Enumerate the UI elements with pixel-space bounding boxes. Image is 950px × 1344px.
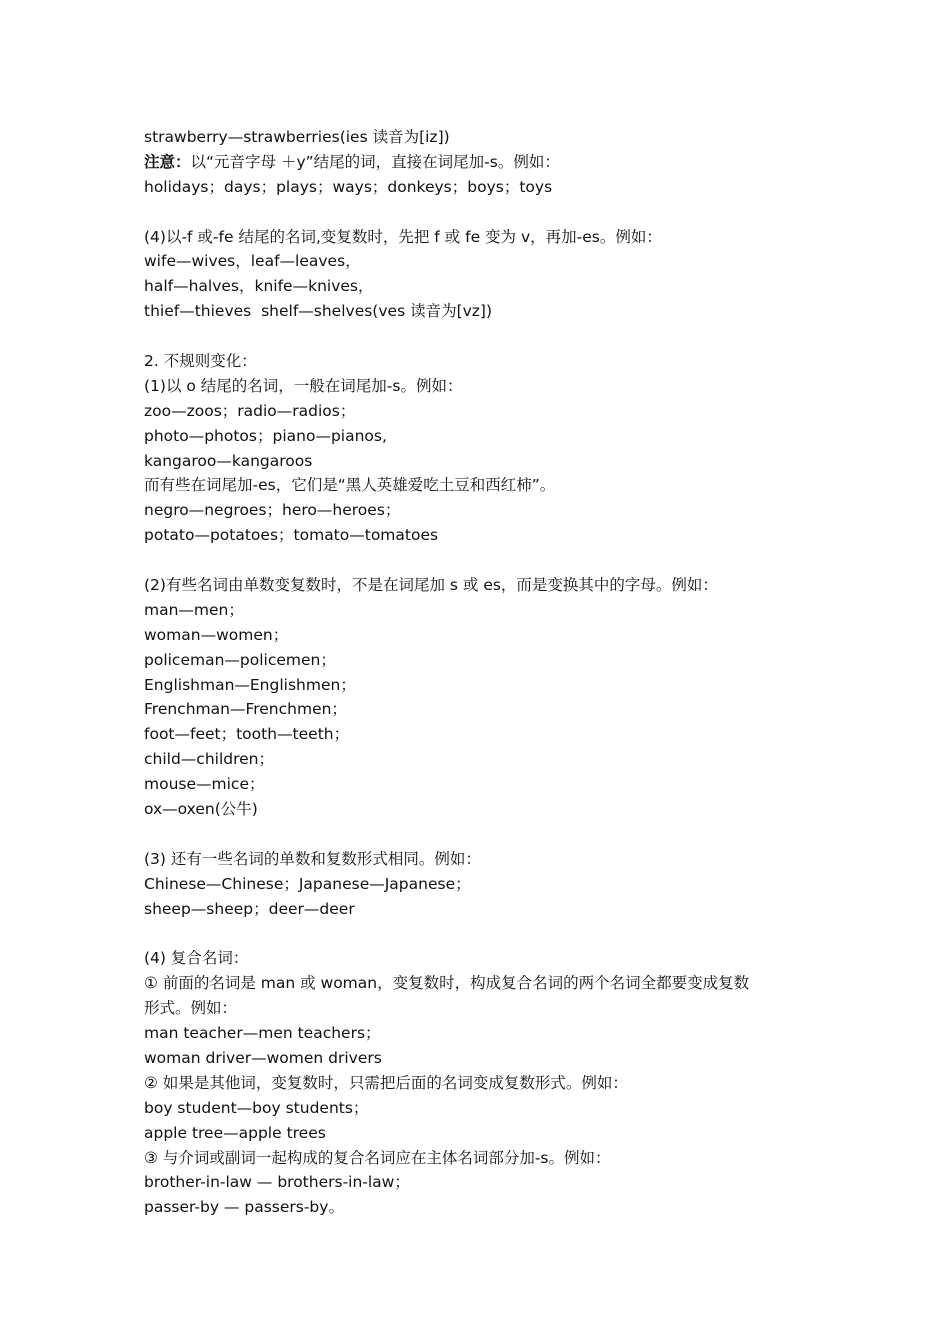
- text-line: Chinese—Chinese；Japanese—Japanese；: [144, 874, 471, 893]
- text-line: ① 前面的名词是 man 或 woman，变复数时，构成复合名词的两个名词全都要变成复数: [144, 974, 750, 993]
- text-line: 形式。例如：: [144, 999, 238, 1018]
- text-line: brother-in-law — brothers-in-law；: [144, 1173, 410, 1192]
- text-line: (1)以 o 结尾的名词，一般在词尾加-s。例如：: [144, 376, 463, 395]
- text-line: ox—oxen(公牛): [144, 800, 258, 819]
- text-line: (2)有些名词由单数变复数时，不是在词尾加 s 或 es，而是变换其中的字母。例如：: [144, 576, 718, 595]
- text-line: (4)以-f 或-fe 结尾的名词,变复数时，先把 f 或 fe 变为 v，再加-es。例如：: [144, 227, 662, 246]
- text-line: 而有些在词尾加-es，它们是“黑人英雄爱吃土豆和西红柿”。: [144, 476, 556, 495]
- blank-line: [144, 548, 824, 573]
- blank-line: [144, 324, 824, 349]
- text-line: ② 如果是其他词，变复数时，只需把后面的名词变成复数形式。例如：: [144, 1073, 628, 1092]
- text-line: sheep—sheep；deer—deer: [144, 899, 355, 918]
- text-line: (3) 还有一些名词的单数和复数形式相同。例如：: [144, 849, 481, 868]
- section-heading: 2. 不规则变化：: [144, 352, 257, 371]
- text-line: [144, 150, 824, 175]
- text-line: Englishman—Englishmen；: [144, 675, 356, 694]
- text-line: apple tree—apple trees: [144, 1123, 326, 1142]
- text-line: photo—photos；piano—pianos,: [144, 426, 387, 445]
- note-text: 以“元音字母 ＋y”结尾的词，直接在词尾加-s。例如：: [190, 152, 560, 171]
- text-line: thief—thieves shelf—shelves(ves 读音为[vz]): [144, 302, 493, 321]
- text-line: half—halves，knife—knives，: [144, 277, 374, 296]
- text-line: holidays；days；plays；ways；donkeys；boys；toys: [144, 177, 553, 196]
- note-label: 注意：: [144, 152, 191, 171]
- text-line: foot—feet；tooth—teeth；: [144, 725, 350, 744]
- text-line: mouse—mice；: [144, 775, 265, 794]
- text-line: (4) 复合名词：: [144, 949, 249, 968]
- text-line: strawberry—strawberries(ies 读音为[iz]): [144, 128, 450, 146]
- text-line: man—men；: [144, 600, 244, 619]
- blank-line: [144, 922, 824, 947]
- text-line: passer-by — passers-by。: [144, 1198, 344, 1217]
- text-line: man teacher—men teachers；: [144, 1024, 381, 1043]
- text-line: child—children；: [144, 750, 274, 769]
- blank-line: [144, 822, 824, 847]
- text-line: negro—negroes；hero—heroes；: [144, 501, 401, 520]
- text-line: kangaroo—kangaroos: [144, 451, 313, 470]
- blank-line: [144, 200, 824, 225]
- text-line: woman—women；: [144, 625, 289, 644]
- text-line: policeman—policemen；: [144, 650, 336, 669]
- text-line: Frenchman—Frenchmen；: [144, 700, 347, 719]
- text-line: ③ 与介词或副词一起构成的复合名词应在主体名词部分加-s。例如：: [144, 1148, 611, 1167]
- document-page: [144, 125, 824, 1220]
- text-line: woman driver—women drivers: [144, 1048, 382, 1067]
- text-line: boy student—boy students；: [144, 1098, 369, 1117]
- text-line: wife—wives，leaf—leaves，: [144, 252, 361, 271]
- text-line: potato—potatoes；tomato—tomatoes: [144, 526, 439, 545]
- text-line: zoo—zoos；radio—radios；: [144, 401, 356, 420]
